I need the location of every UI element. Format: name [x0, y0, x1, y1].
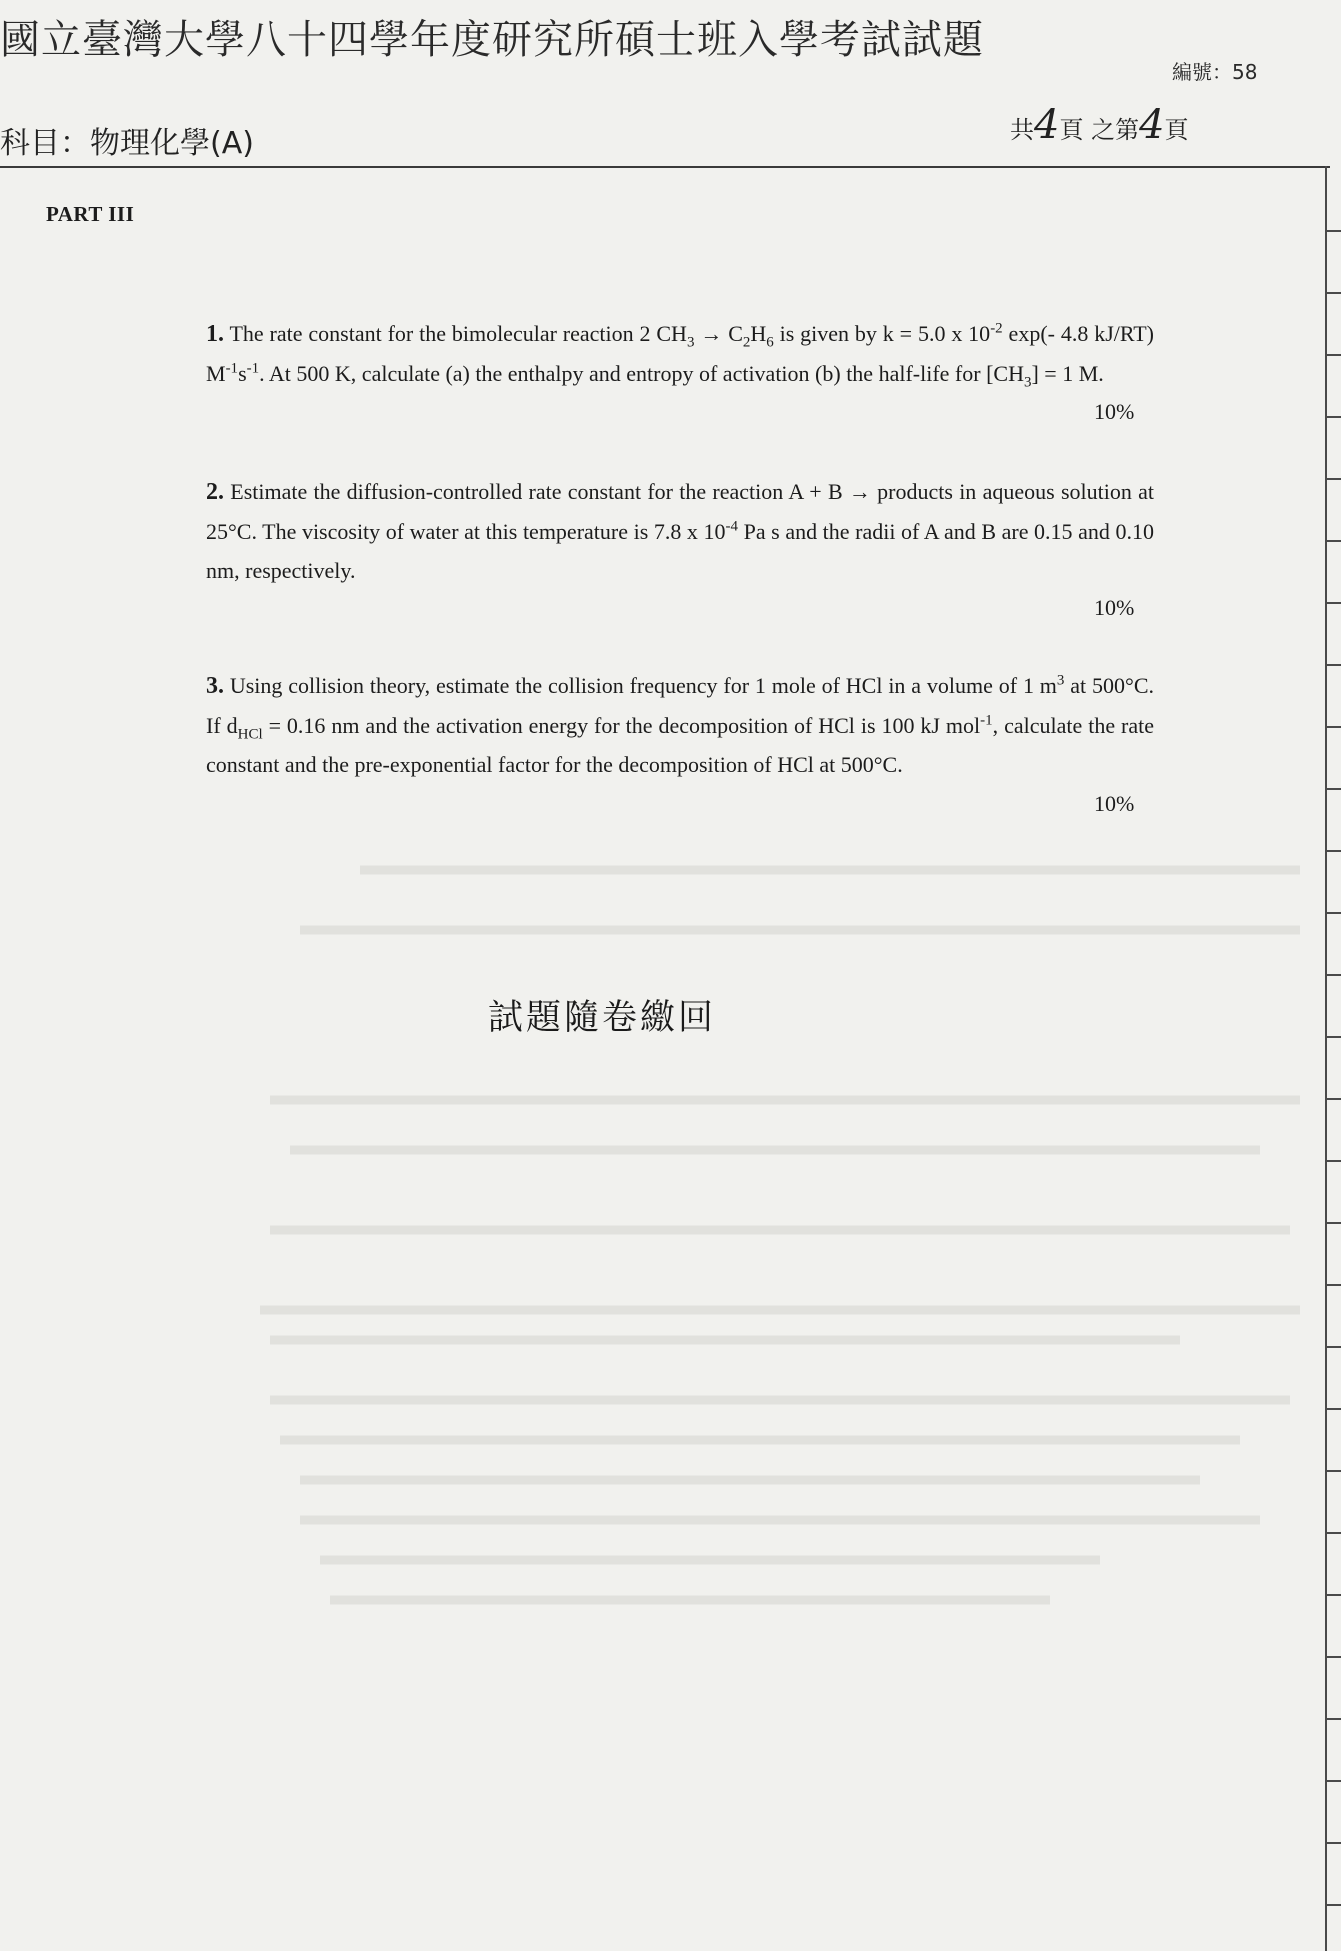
- page-info-prefix: 共: [1010, 116, 1034, 144]
- question-number: 2.: [206, 479, 224, 505]
- question-text: Estimate the diffusion-controlled rate constant for the reaction A + B → products in aqueous solution at 25°C. The viscosity of water at this temperature is 7.8 x 10: [206, 479, 1154, 544]
- question-text: at 500°C. If d: [206, 673, 1154, 738]
- question-text: is given by k = 5.0 x 10: [773, 321, 991, 346]
- question-text: Using collision theory, estimate the collision frequency for 1 mole of HCl in a volume of 1 m: [224, 673, 1057, 698]
- question-3: 3. Using collision theory, estimate the collision frequency for 1 mole of HCl in a volume of 1 $m^3$ at 500°C. If $d_{HCl} = 0.16$ nm and the activation energy for the decomposition of HCl is 100 kJ mol$^{-1}$, calculate the rate constant and the pre-exponential factor for the decomposition of HCl at 500°C.: [206, 672, 1154, 777]
- exam-code: 編號：58: [1172, 60, 1258, 84]
- page-info-mid: 頁 之第: [1059, 116, 1140, 144]
- hcl-subscript: HCl: [237, 726, 263, 743]
- question-number: 3.: [206, 673, 224, 699]
- question-3-weight: 10%: [1094, 791, 1135, 816]
- question-text: The rate constant for the bimolecular reaction 2 CH: [224, 321, 687, 346]
- page-info-suffix: 頁: [1164, 116, 1189, 144]
- return-notice: 試題隨卷繳回: [488, 998, 717, 1038]
- viscosity-exponent: -4: [725, 518, 739, 535]
- question-text: Pa s and the radii of A and B are 0.15 and 0.10 nm, respectively.: [206, 519, 1154, 583]
- product-formula: C: [728, 321, 743, 346]
- question-text: , calculate the rate constant and the pre-exponential factor for the decomposition of HCl at 500°C.: [206, 713, 1154, 777]
- question-1: 1. The rate constant for the bimolecular reaction 2 $CH_3 \to C_2H_6$ is given by k = 5.0 x $10^{-2}$ exp(- 4.8 kJ/RT) $M^{-1}s^{-1}$. At 500 K, calculate (a) the enthalpy and entropy of activation (b) the half-life for $[CH_3] = 1$ M.: [206, 320, 1155, 391]
- question-1-weight: 10%: [1094, 399, 1135, 424]
- page-current: 4: [1139, 102, 1165, 148]
- question-text: exp(- 4.8 kJ/RT) M: [206, 321, 1155, 386]
- question-text: ] = 1 M.: [1031, 361, 1104, 386]
- part-heading: PART III: [46, 202, 135, 226]
- reaction-arrow: →: [700, 321, 723, 346]
- exam-subject: 科目：物理化學(A): [0, 126, 254, 161]
- exam-header-title: 國立臺灣大學八十四學年度研究所碩士班入學考試試題: [0, 17, 984, 63]
- question-number: 1.: [206, 321, 224, 347]
- question-2-weight: 10%: [1094, 595, 1135, 620]
- question-text: . At 500 K, calculate (a) the enthalpy and entropy of activation (b) the half-life for [CH: [259, 361, 1024, 386]
- page-total: 4: [1034, 102, 1060, 148]
- question-text: = 0.16 nm and the activation energy for the decomposition of HCl is 100 kJ mol: [262, 713, 981, 738]
